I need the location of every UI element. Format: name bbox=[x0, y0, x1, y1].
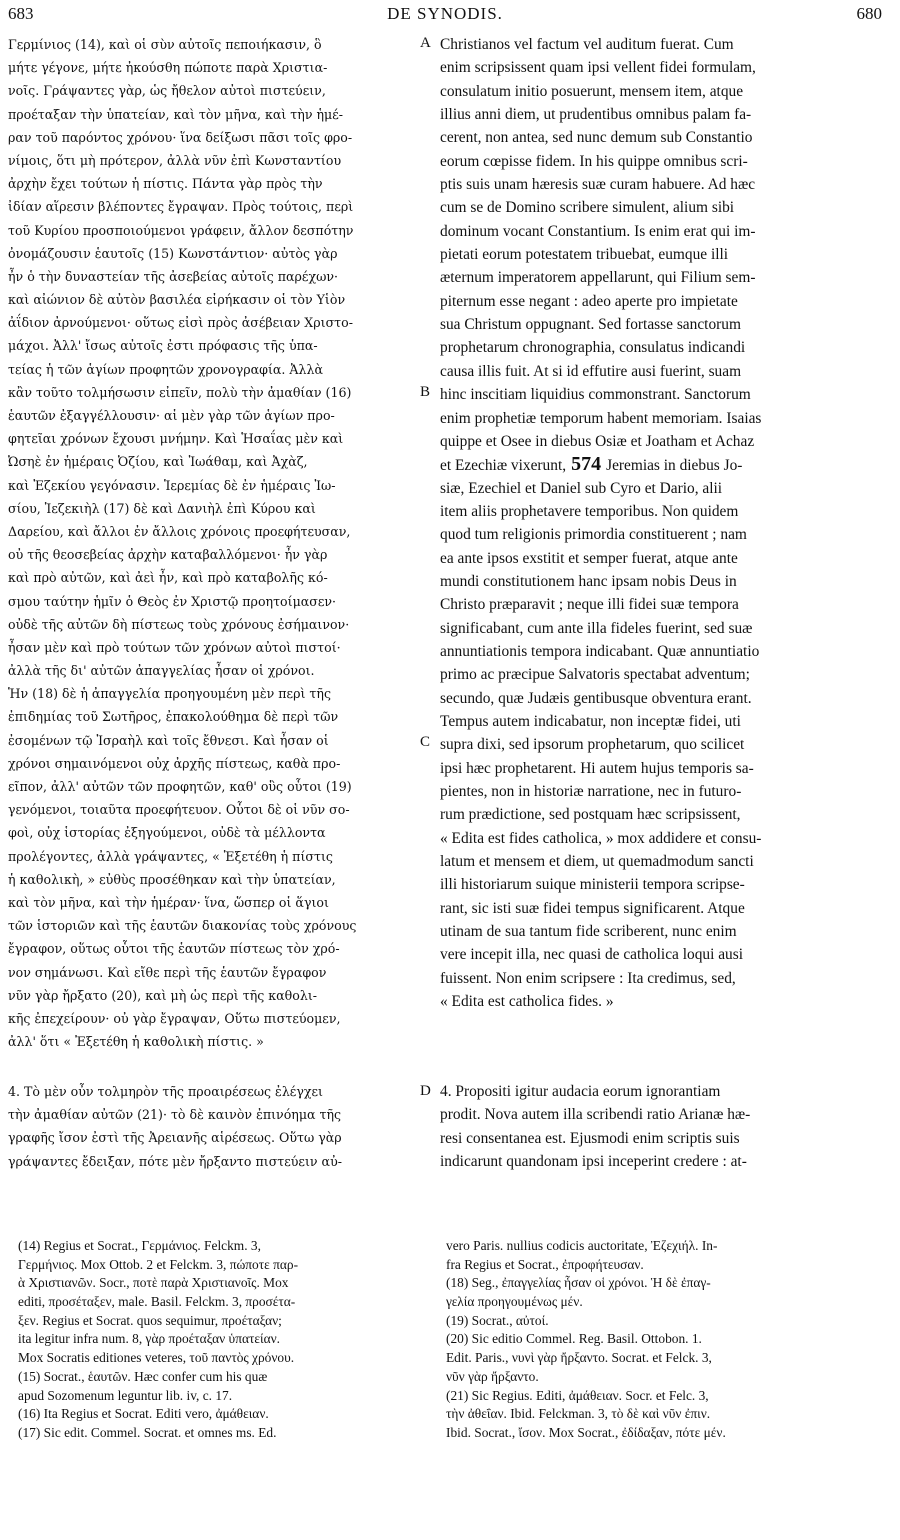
greek-section-4 bbox=[8, 1080, 428, 1173]
text-line: μήτε γέγονε, μήτε ἠκούσθη πώποτε παρὰ Χριστια- bbox=[8, 60, 328, 76]
text-line: νοῖς. Γράψαντες γὰρ, ὡς ἤθελον αὐτοὶ πιστεύειν, bbox=[8, 83, 326, 99]
text-line: æternum imperatorem appellarunt, qui Filium sem- bbox=[440, 269, 756, 287]
text-line: Ἡν (18) δὲ ἡ ἀπαγγελία προηγουμένη μὲν περὶ τῆς bbox=[8, 686, 331, 702]
text-line: illius anni diem, ut prudentibus omnibus palam fa- bbox=[440, 106, 752, 124]
text-line: indicarunt quandonam ipsi inceperint credere : at- bbox=[440, 1153, 747, 1171]
text-line: 4. Propositi igitur audacia eorum ignorantiam bbox=[440, 1083, 721, 1100]
footnote-line: (21) Sic Regius. Editi, ἀμάθειαν. Socr. et Felc. 3, bbox=[446, 1387, 709, 1403]
page-number-right: 680 bbox=[856, 4, 882, 23]
text-line: καὶ Ἐζεκίου γεγόνασιν. Ἱερεμίας δὲ ἐν ἡμέραις Ἰω- bbox=[8, 477, 336, 493]
text-line: Christianos vel factum vel auditum fuerat. Cum bbox=[440, 36, 734, 53]
page-header bbox=[8, 2, 882, 28]
text-line: « Edita est catholica fides. » bbox=[440, 993, 614, 1011]
text-line: ὀνομάζουσιν ἑαυτοῖς (15) Κωνστάντιον· αὐτὸς γὰρ bbox=[8, 245, 338, 261]
text-line: προλέγοντες, ἀλλὰ γράψαντες, « Ἐξετέθη ἡ πίστις bbox=[8, 848, 333, 864]
text-line: 4. Τὸ μὲν οὖν τολμηρὸν τῆς προαιρέσεως ἐλέγχει bbox=[8, 1084, 323, 1099]
footnote-line: (18) Seg., ἐπαγγελίας ἦσαν οἱ χρόνοι. Ἡ δὲ ἐπαγ- bbox=[446, 1275, 711, 1291]
text-line: quod tum religionis primordia constituerent ; nam bbox=[440, 526, 747, 544]
text-line: latum et mensem et diem, ut quemadmodum sancti bbox=[440, 853, 754, 871]
text-line: enim prophetiæ temporum habent memoriam. Isaias bbox=[440, 409, 762, 427]
text-line: hinc inscitiam liquidius commonstrant. Sanctorum bbox=[440, 386, 751, 404]
text-line: Tempus autem indicabatur, non inceptæ fidei, uti bbox=[440, 712, 741, 730]
text-line: ἦσαν μὲν καὶ πρὸ τούτων τῶν χρόνων αὐτοὶ πιστοί· bbox=[8, 639, 341, 655]
text-line: causa illis fuit. At si id effutire ausi fuerint, suam bbox=[440, 362, 742, 380]
text-line: rum prædictione, sed postquam hæc scripsissent, bbox=[440, 806, 741, 824]
text-line: Γερμίνιος (14), καὶ οἱ σὺν αὐτοῖς πεποιήκασιν, ὃ bbox=[8, 37, 322, 52]
text-line-part: Jeremias in diebus Jo- bbox=[606, 457, 743, 475]
text-line: mundi constitutionem hanc ipsam nobis Deus in bbox=[440, 572, 737, 590]
text-line: dominum vocant Constantium. Is enim erat qui im- bbox=[440, 222, 756, 240]
footnote-line: γελία προηγουμένως μέν. bbox=[446, 1294, 583, 1310]
text-line: ἀρχὴν ἔχει τούτων ἡ πίστις. Πάντα γὰρ πρὸς τὴν bbox=[8, 176, 323, 192]
text-line: χρόνοι σημαινόμενοι οὐχ ἀρχῆς πίστεως, καθὰ προ- bbox=[8, 755, 341, 771]
greek-column bbox=[8, 33, 431, 1053]
text-line: ipsi hæc prophetarent. Hi autem hujus temporis sa- bbox=[440, 759, 754, 777]
footnote-line: editi, προσέταξεν, male. Basil. Felckm. 3, προσέτα- bbox=[18, 1294, 296, 1310]
footnote-line: Ibid. Socrat., ἴσον. Mox Socrat., ἐδίδαξαν, πότε μέν. bbox=[446, 1424, 726, 1440]
latin-section-4 bbox=[440, 1080, 882, 1173]
footnote-line: Γερμήνιος. Mox Ottob. 2 et Felckm. 3, πώποτε παρ- bbox=[18, 1256, 299, 1272]
text-line: οὐ τῆς θεοσεβείας ἀρχὴν καταβαλλόμενοι· ἦν γὰρ bbox=[8, 547, 328, 563]
text-line: item aliis prophetavere temporibus. Non quidem bbox=[440, 502, 739, 520]
text-line: ἦν ὁ τὴν δυναστείαν τῆς ἀσεβείας αὐτοῖς παρέχων· bbox=[8, 268, 339, 284]
page-number-left: 683 bbox=[8, 4, 34, 23]
running-title: DE SYNODIS. bbox=[387, 4, 503, 23]
text-line: pientes, non in historiæ narratione, nec in futuro- bbox=[440, 783, 742, 800]
text-line: ἰδίαν αἵρεσιν βλέποντες ἔγραψαν. Πρὸς τούτοις, περὶ bbox=[8, 199, 354, 215]
text-line: ἀΐδιον ἀρνούμενοι· οὕτως εἰσὶ πρὸς ἀσέβειαν Χριστο- bbox=[8, 315, 353, 331]
column-number: 574 bbox=[566, 453, 607, 476]
footnotes-right bbox=[446, 1237, 882, 1443]
text-line: rant, sic isti suæ fidei tempus significarent. Atque bbox=[440, 899, 745, 917]
text-line-part: et Ezechiæ vixerunt, bbox=[440, 457, 567, 475]
text-line: ἡ καθολικὴ, » εὐθὺς προσέθηκαν καὶ τὴν ὑπατείαν, bbox=[8, 871, 336, 887]
latin-column bbox=[440, 33, 882, 1013]
text-line: σμου ταύτην ἡμῖν ὁ Θεὸς ἐν Χριστῷ προητοίμασεν· bbox=[8, 593, 337, 609]
footnote-line: Edit. Paris., νυνὶ γὰρ ἤρξαντο. Socrat. et Felck. 3, bbox=[446, 1350, 712, 1366]
footnote-line: apud Sozomenum leguntur lib. iv, c. 17. bbox=[18, 1387, 233, 1403]
footnote-line: (16) Ita Regius et Socrat. Editi vero, ἀμάθειαν. bbox=[18, 1406, 269, 1422]
text-line: προέταξαν τὴν ὑπατείαν, καὶ τὸν μῆνα, καὶ τὴν ἡμέ- bbox=[8, 106, 343, 122]
text-line: κῆς ἐπεχείρουν· οὐ γὰρ ἔγραψαν, Οὕτω πιστεύομεν, bbox=[8, 1010, 341, 1026]
text-line: νίμοις, ὅτι μὴ πρότερον, ἀλλὰ νῦν ἐπὶ Κωνσταντίου bbox=[8, 152, 342, 168]
footnote-line: νῦν γὰρ ἤρξαντο. bbox=[446, 1368, 539, 1384]
text-line: pietati eorum potestatem tribuebat, eumque illi bbox=[440, 246, 729, 264]
text-line: significabant, cum ante illa fideles fuerint, sed suæ bbox=[440, 619, 753, 637]
text-line: ea ante ipsos exstitit et semper fuerat, atque ante bbox=[440, 549, 738, 567]
text-line: κἂν τοῦτο τολμήσωσιν εἰπεῖν, πολὺ τὴν ἀμαθίαν (16) bbox=[8, 384, 352, 400]
text-line: νῦν γὰρ ἤρξατο (20), καὶ μὴ ὡς περὶ τῆς καθολι- bbox=[8, 987, 318, 1003]
margin-marker-b: B bbox=[420, 384, 431, 400]
text-line: « Edita est fides catholica, » mox addidere et consu- bbox=[440, 829, 762, 847]
text-line: γράψαντες ἔδειξαν, πότε μὲν ἤρξαντο πιστεύειν αὐ- bbox=[8, 1153, 342, 1169]
footnote-line: ξεν. Regius et Socrat. quos sequimur, προέταξαν; bbox=[18, 1312, 282, 1328]
text-line: μάχοι. Ἀλλ' ἴσως αὐτοῖς ἐστι πρόφασις τῆς ὑπα- bbox=[8, 338, 318, 354]
text-line: supra dixi, sed ipsorum prophetarum, quo scilicet bbox=[440, 736, 745, 754]
footnote-line: (19) Socrat., αὐτοί. bbox=[446, 1312, 549, 1328]
footnote-line: (17) Sic edit. Commel. Socrat. et omnes ms. Ed. bbox=[18, 1424, 277, 1440]
text-line: cum se de Domino scribere simulent, alium sibi bbox=[440, 199, 735, 217]
footnote-line: ὰ Χριστιανῶν. Socr., ποτὲ παρὰ Χριστιανοῖς. Mox bbox=[18, 1275, 289, 1291]
text-line: piternum esse negant : adeo aperte pro impietate bbox=[440, 292, 738, 310]
text-line: ἔγραφον, οὕτως οὗτοι τῆς ἑαυτῶν πίστεως τὸν χρό- bbox=[8, 941, 340, 957]
footnote-line: (15) Socrat., ἑαυτῶν. Hæc confer cum his quæ bbox=[18, 1368, 268, 1384]
footnote-line: (20) Sic editio Commel. Reg. Basil. Ottobon. 1. bbox=[446, 1331, 702, 1347]
text-line: φητεῖαι χρόνων ἔχουσι μνήμην. Καὶ Ἡσαΐας μὲν καὶ bbox=[8, 431, 344, 447]
text-line: Ὠσηὲ ἐν ἡμέραις Ὀζίου, καὶ Ἰωάθαμ, καὶ Ἀχὰζ, bbox=[8, 454, 308, 470]
text-line: τοῦ Κυρίου προσποιούμενοι γράφειν, ἄλλον δεσπότην bbox=[8, 222, 354, 238]
text-line: cerent, non antea, sed nunc demum sub Constantio bbox=[440, 129, 753, 147]
text-line: primo ac præcipue Salvatoris spectabat adventum; bbox=[440, 666, 750, 684]
text-line: illi historiarum suique ministerii tempora scripse- bbox=[440, 876, 745, 894]
text-line: νον σημάνωσι. Καὶ εἴθε περὶ τῆς ἑαυτῶν ἔγραφον bbox=[8, 964, 327, 980]
text-line: siæ, Ezechiel et Daniel sub Cyro et Dario, alii bbox=[440, 479, 723, 497]
footnote-line: τὴν ἀθεΐαν. Ibid. Felckman. 3, τὸ δὲ καὶ νῦν ἐπιν. bbox=[446, 1406, 711, 1422]
text-line: ἀλλὰ τῆς δι' αὐτῶν ἀπαγγελίας ἦσαν οἱ χρόνοι. bbox=[8, 663, 315, 679]
text-line: καὶ τὸν μῆνα, καὶ τὴν ἡμέραν· ἵνα, ὥσπερ οἱ ἅγιοι bbox=[8, 894, 329, 910]
text-line: consulatum initio posuerunt, mensem item, atque bbox=[440, 82, 744, 100]
footnote-line: (14) Regius et Socrat., Γερμάνιος. Felckm. 3, bbox=[18, 1238, 261, 1253]
text-line: prophetarum chronographia, consulatus indicandi bbox=[440, 339, 746, 357]
text-line: secundo, quæ Judæis gentibusque obventura erant. bbox=[440, 689, 752, 707]
text-line: Δαρείου, καὶ ἄλλοι ἐν ἄλλοις χρόνοις προεφήτευσαν, bbox=[8, 523, 351, 539]
text-line: vere incepit illa, nec quasi de catholica loqui ausi bbox=[440, 946, 743, 964]
margin-marker-d: D bbox=[420, 1083, 431, 1099]
text-line: εῖπον, ἀλλ' αὐτῶν τῶν προφητῶν, καθ' οὓς οὗτοι (19) bbox=[8, 779, 352, 794]
footnote-line: ita legitur infra num. 8, γὰρ προέταξαν ὑπατείαν. bbox=[18, 1331, 280, 1347]
footnote-line: Mox Socratis editiones veteres, τοῦ παντὸς χρόνου. bbox=[18, 1350, 295, 1366]
text-line: quippe et Osee in diebus Osiæ et Joatham et Achaz bbox=[440, 432, 755, 450]
footnotes-left bbox=[18, 1237, 428, 1443]
text-line: fuissent. Non enim scripsere : Ita credimus, sed, bbox=[440, 969, 736, 987]
margin-marker-a: A bbox=[420, 35, 431, 51]
text-line: σίου, Ἰεζεκιὴλ (17) δὲ καὶ Δανιὴλ ἐπὶ Κύρου καὶ bbox=[8, 500, 316, 516]
text-line: τείας ἡ τῶν ἁγίων προφητῶν χρονογραφία. Ἀλλὰ bbox=[8, 361, 323, 377]
text-line: ἐπιδημίας τοῦ Σωτῆρος, ἐπακολούθημα δὲ περὶ τῶν bbox=[8, 709, 339, 725]
text-line bbox=[440, 453, 882, 476]
text-line: φοὶ, οὐχ ἱστορίας ἐξηγούμενοι, οὐδὲ τὰ μέλλοντα bbox=[8, 825, 326, 841]
text-line: οὐδὲ τῆς αὐτῶν δὴ πίστεως τοὺς χρόνους ἐσήμαινον· bbox=[8, 616, 350, 632]
text-line: Christo præparavit ; neque illi fidei suæ tempora bbox=[440, 596, 739, 614]
text-line: ptis suis unam hæresis suæ curam habuere. Ad hæc bbox=[440, 176, 756, 194]
text-line: γραφῆς ἴσον ἐστὶ τῆς Ἀρειανῆς αἱρέσεως. Οὕτω γὰρ bbox=[8, 1130, 342, 1146]
text-line: γενόμενοι, τοιαῦτα προεφήτευον. Οὗτοι δὲ οἱ νῦν σο- bbox=[8, 802, 350, 818]
text-line: eorum cœpisse fidem. In his quippe omnibus scri- bbox=[440, 152, 748, 170]
margin-marker-c: C bbox=[420, 734, 431, 750]
footnote-line: fra Regius et Socrat., ἐπροφήτευσαν. bbox=[446, 1256, 644, 1272]
text-line: ἑαυτῶν ἐξαγγέλλουσιν· αἱ μὲν γὰρ τῶν ἁγίων προ- bbox=[8, 408, 335, 423]
footnote-line: vero Paris. nullius codicis auctoritate, Ἐζεχιήλ. In- bbox=[446, 1238, 718, 1253]
text-line: sua Christum oppugnant. Sed fortasse sanctorum bbox=[440, 316, 741, 334]
text-line: resi consentanea est. Ejusmodi enim scriptis suis bbox=[440, 1129, 740, 1147]
text-line: annuntiationis tempora indicabant. Quæ annuntiatio bbox=[440, 642, 760, 660]
text-line: τὴν ἀμαθίαν αὐτῶν (21)· τὸ δὲ καινὸν ἐπινόημα τῆς bbox=[8, 1107, 342, 1123]
text-line: enim scripsissent quam ipsi vellent fidei formulam, bbox=[440, 59, 756, 77]
text-line: ἐσομένων τῷ Ἰσραὴλ καὶ τοῖς ἔθνεσι. Καὶ ἦσαν οἱ bbox=[8, 732, 329, 748]
text-line: καὶ πρὸ αὐτῶν, καὶ ἀεὶ ἦν, καὶ πρὸ καταβολῆς κό- bbox=[8, 570, 328, 586]
text-line: καὶ αἰώνιον δὲ αὐτὸν βασιλέα εἰρήκασιν οἱ τὸν Υἱὸν bbox=[8, 292, 346, 308]
text-line: prodit. Nova autem illa scribendi ratio Arianæ hæ- bbox=[440, 1106, 751, 1124]
text-line: ραν τοῦ παρόντος χρόνου· ἵνα δείξωσι πᾶσι τοῖς φρο- bbox=[8, 129, 353, 145]
text-line: τῶν ἱστοριῶν καὶ τῆς ἑαυτῶν διακονίας τοὺς χρόνους bbox=[8, 918, 357, 934]
text-line: ἀλλ' ὅτι « Ἐξετέθη ἡ καθολικὴ πίστις. » bbox=[8, 1034, 264, 1050]
text-line: utinam de sua tantum fide scriberent, nunc enim bbox=[440, 923, 737, 941]
